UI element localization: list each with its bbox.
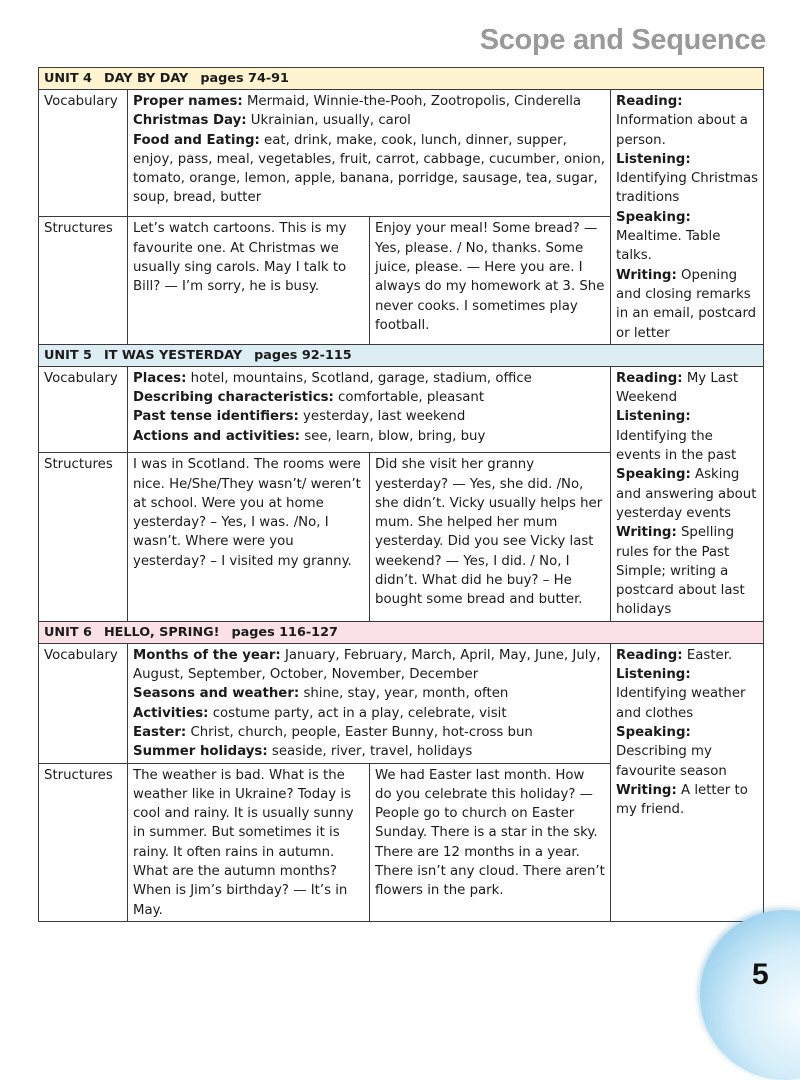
vocab-line xyxy=(133,407,605,426)
skill-item xyxy=(616,94,748,148)
vocab-line xyxy=(133,427,605,446)
structures-left-cell: The weather is bad. What is the weather like in Ukraine? Today is cool and rainy. It is usually sunny in summer. But sometimes it is rainy. It often rains in autumn. What are the autumn months? When is Jim’s birthday? — It’s in May. xyxy=(128,763,370,921)
vocabulary-row xyxy=(39,643,764,763)
vocabulary-cell xyxy=(128,643,611,763)
page-corner-decoration xyxy=(700,910,800,1080)
row-label: Structures xyxy=(39,217,128,344)
vocab-line xyxy=(133,388,605,407)
vocab-text: shine, stay, year, month, often xyxy=(299,686,509,702)
unit-header xyxy=(39,621,764,643)
structures-left-cell: I was in Scotland. The rooms were nice. He/She/They wasn’t/ weren’t at school. Were you at home yesterday? – Yes, I was. /No, I wasn’t. Where were you yesterday? – I visited my granny. xyxy=(128,453,370,622)
structures-right-cell: We had Easter last month. How do you celebrate this holiday? — People go to church on Easter Sunday. There is a star in the sky. There are 12 months in a year. There isn’t any cloud. There aren’t flowers in the park. xyxy=(370,763,611,921)
skill-text: Asking and answering about yesterday events xyxy=(616,467,757,521)
skill-text: Opening and closing remarks in an email, postcard or letter xyxy=(616,267,757,341)
skill-item xyxy=(616,723,758,781)
unit-title: IT WAS YESTERDAY xyxy=(103,347,243,363)
unit-number: UNIT 6 xyxy=(44,624,92,640)
vocab-text: comfortable, pleasant xyxy=(333,390,485,406)
unit-header-row xyxy=(39,621,764,643)
skill-item xyxy=(616,266,758,343)
row-label: Vocabulary xyxy=(39,366,128,452)
skill-item xyxy=(616,523,758,619)
vocab-heading: Describing characteristics: xyxy=(133,390,334,406)
vocabulary-row xyxy=(39,90,764,217)
skill-heading: Speaking: xyxy=(616,467,691,483)
skill-heading: Writing: xyxy=(616,267,677,283)
skill-heading: Writing: xyxy=(616,525,677,541)
vocab-heading: Months of the year: xyxy=(133,647,281,663)
unit-header xyxy=(39,344,764,366)
skill-item xyxy=(616,465,758,523)
vocab-heading: Food and Eating: xyxy=(133,132,260,148)
row-label: Structures xyxy=(39,763,128,921)
vocab-line xyxy=(133,742,605,761)
row-label: Vocabulary xyxy=(39,90,128,217)
vocab-heading: Seasons and weather: xyxy=(133,686,300,702)
vocab-heading: Proper names: xyxy=(133,94,243,109)
vocab-line xyxy=(133,369,605,388)
unit-header xyxy=(39,68,764,90)
skill-text: Easter. xyxy=(682,647,733,663)
row-label: Vocabulary xyxy=(39,643,128,763)
vocab-line xyxy=(133,131,605,208)
skill-item xyxy=(616,648,732,663)
skill-heading: Reading: xyxy=(616,370,683,386)
skill-text: Spelling rules for the Past Simple; writing a postcard about last holidays xyxy=(616,525,745,618)
unit-header-row xyxy=(39,344,764,366)
vocab-line xyxy=(133,646,605,685)
skills-cell xyxy=(611,90,764,345)
vocabulary-cell xyxy=(128,90,611,217)
vocab-heading: Places: xyxy=(133,370,187,386)
skill-item xyxy=(616,371,738,405)
vocab-text: hotel, mountains, Scotland, garage, stadium, office xyxy=(186,370,532,386)
vocab-heading: Actions and activities: xyxy=(133,428,300,444)
vocab-line xyxy=(133,92,605,111)
skill-heading: Reading: xyxy=(616,647,683,663)
unit-pages: pages 116-127 xyxy=(231,624,338,640)
scope-sequence-table xyxy=(38,67,764,922)
unit-number: UNIT 5 xyxy=(44,347,92,363)
vocab-heading: Past tense identifiers: xyxy=(133,409,299,425)
row-label: Structures xyxy=(39,453,128,622)
skill-text: A letter to my friend. xyxy=(616,782,748,818)
vocab-heading: Summer holidays: xyxy=(133,744,268,760)
skill-text: Identifying weather and clothes xyxy=(616,686,746,721)
vocabulary-row xyxy=(39,366,764,452)
unit-pages: pages 74-91 xyxy=(200,71,289,86)
skill-text: My Last Weekend xyxy=(616,370,739,406)
vocab-line xyxy=(133,723,605,742)
vocab-heading: Christmas Day: xyxy=(133,113,247,129)
vocabulary-cell xyxy=(128,366,611,452)
vocab-line xyxy=(133,684,605,703)
skill-item xyxy=(616,781,758,820)
vocab-heading: Easter: xyxy=(133,724,187,740)
vocab-heading: Activities: xyxy=(133,705,209,721)
vocab-text: January, February, March, April, May, June, July, August, September, October, November, December xyxy=(133,647,601,683)
skill-heading: Listening: xyxy=(616,409,691,425)
skill-text: Describing my favourite season xyxy=(616,744,727,779)
skill-heading: Listening: xyxy=(616,151,691,167)
skill-heading: Speaking: xyxy=(616,209,691,225)
skill-heading: Writing: xyxy=(616,782,677,798)
vocab-text: eat, drink, make, cook, lunch, dinner, supper, enjoy, pass, meal, vegetables, fruit, carrot, cabbage, cucumber, onion, tomato, orange, lemon, apple, banana, porridge, sausage, tea, sugar, soup, bread, butter xyxy=(133,132,606,206)
skill-text: Identifying Christmas traditions xyxy=(616,171,759,206)
skill-item xyxy=(616,407,758,465)
skills-cell xyxy=(611,643,764,921)
unit-title: DAY BY DAY xyxy=(103,71,189,86)
page-number: 5 xyxy=(752,958,769,991)
vocab-line xyxy=(133,704,605,723)
structures-right-cell: Enjoy your meal! Some bread? — Yes, please. / No, thanks. Some juice, please. — Here you are. I always do my homework at 3. She never cooks. I sometimes play football. xyxy=(370,217,611,344)
vocab-text: costume party, act in a play, celebrate, visit xyxy=(208,705,507,721)
vocab-text: Christ, church, people, Easter Bunny, hot-cross bun xyxy=(186,724,533,740)
skill-item xyxy=(616,665,758,723)
skill-item xyxy=(616,208,758,266)
unit-number: UNIT 4 xyxy=(44,71,92,86)
skill-heading: Listening: xyxy=(616,667,691,683)
skills-cell xyxy=(611,366,764,621)
vocab-text: seaside, river, travel, holidays xyxy=(267,744,473,760)
structures-left-cell: Let’s watch cartoons. This is my favourite one. At Christmas we usually sing carols. May I talk to Bill? — I’m sorry, he is busy. xyxy=(128,217,370,344)
skill-text: Identifying the events in the past xyxy=(616,428,737,464)
structures-right-cell: Did she visit her granny yesterday? — Yes, she did. /No, she didn’t. Vicky usually helps her mum. She helped her mum yesterday. Did you see Vicky last weekend? — Yes, I did. / No, I didn’t. What did he buy? – He bought some bread and butter. xyxy=(370,453,611,622)
skill-item xyxy=(616,150,758,208)
page-title: Scope and Sequence xyxy=(479,24,766,56)
unit-header-row xyxy=(39,68,764,90)
vocab-line xyxy=(133,111,605,130)
skill-heading: Reading: xyxy=(616,94,683,109)
vocab-text: see, learn, blow, bring, buy xyxy=(299,428,486,444)
vocab-text: yesterday, last weekend xyxy=(298,409,466,425)
unit-title: HELLO, SPRING! xyxy=(103,624,220,640)
skill-text: Mealtime. Table talks. xyxy=(616,229,721,264)
vocab-text: Mermaid, Winnie-the-Pooh, Zootropolis, Cinderella xyxy=(242,94,582,109)
skill-heading: Speaking: xyxy=(616,724,691,740)
unit-pages: pages 92-115 xyxy=(254,347,352,363)
skill-text: Information about a person. xyxy=(616,113,748,148)
vocab-text: Ukrainian, usually, carol xyxy=(246,113,411,129)
